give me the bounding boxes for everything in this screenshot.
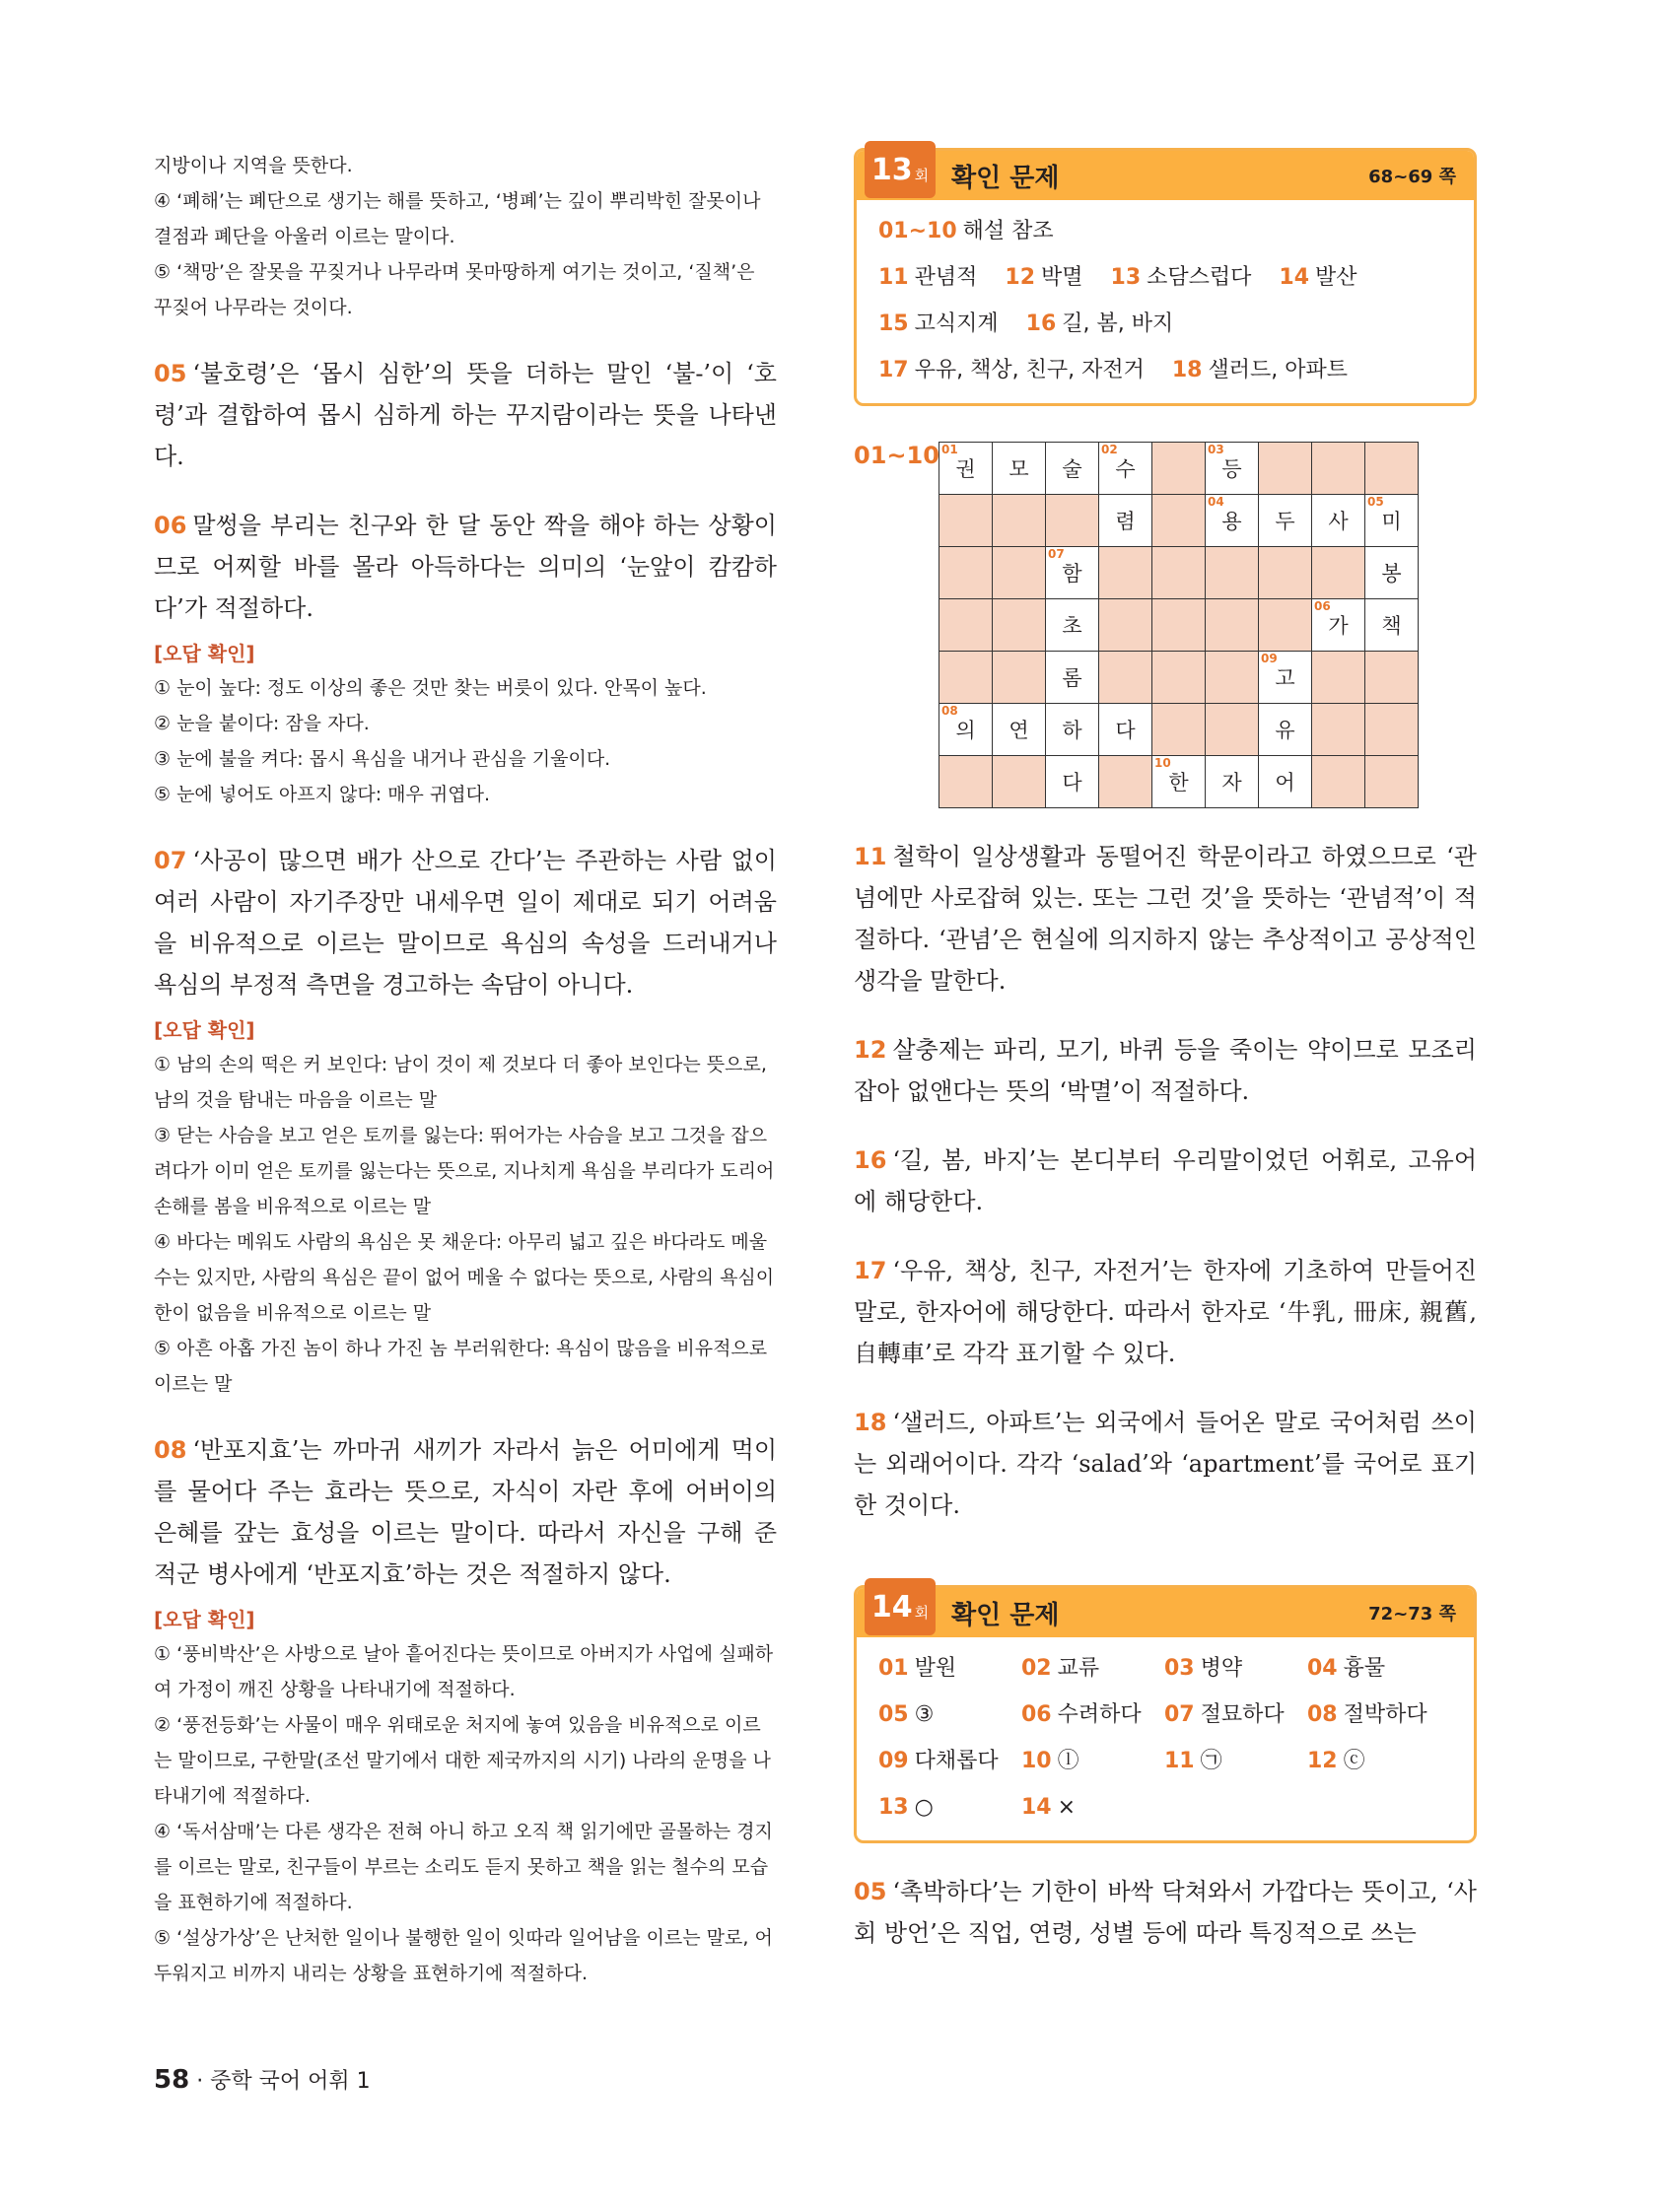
- intro-block: [154, 148, 777, 325]
- crossword-blank-cell: [1099, 756, 1152, 808]
- answer-row: [878, 301, 1452, 347]
- crossword-blank-cell: [1312, 652, 1365, 704]
- badge-suffix: 회: [914, 1603, 930, 1622]
- crossword-blank-cell: [1365, 704, 1419, 756]
- box-header: [857, 151, 1474, 200]
- answer-entry-number: 12: [1005, 265, 1036, 290]
- crossword-blank-cell: [1152, 443, 1206, 495]
- box-title: 확인 문제: [951, 163, 1060, 193]
- crossword-cell: [1046, 652, 1099, 704]
- crossword-blank-cell: [1312, 443, 1365, 495]
- answer-number: 16: [854, 1146, 887, 1174]
- crossword-blank-cell: [1259, 599, 1312, 652]
- crossword-blank-cell: [1259, 547, 1312, 599]
- answer-entry: [878, 347, 1145, 393]
- answer-entry-number: 09: [878, 1749, 909, 1773]
- book-title: · 중학 국어 어휘 1: [196, 2069, 371, 2094]
- answer-entry: [1005, 254, 1082, 301]
- crossword-letter: 어: [1275, 771, 1295, 795]
- answer-entry: [1021, 1692, 1164, 1738]
- crossword-letter: 의: [955, 719, 976, 742]
- answer-number: 06: [154, 512, 187, 539]
- answer-entry: [1307, 1692, 1427, 1738]
- answer-text: ‘샐러드, 아파트’는 외국에서 들어온 말로 국어처럼 쓰이는 외래어이다. 각각 ‘salad’와 ‘apartment’를 국어로 표기한 것이다.: [854, 1409, 1477, 1519]
- crossword-cell: [1206, 495, 1259, 547]
- answer-entry-text: 길, 봄, 바지: [1062, 311, 1174, 336]
- crossword-row: [939, 547, 1419, 599]
- box-pages: 68~69 쪽: [1368, 167, 1456, 187]
- answer-entry-text: 발원: [914, 1656, 957, 1681]
- answer-entry: [1164, 1692, 1307, 1738]
- crossword-blank-cell: [993, 599, 1046, 652]
- answer-entry-text: ㉠: [1200, 1749, 1222, 1773]
- badge-number: 14: [870, 1589, 913, 1624]
- answer-box-13: [854, 148, 1477, 406]
- crossword-cell: [939, 443, 993, 495]
- page-number: 58: [154, 2065, 190, 2095]
- wrong-answer-label: [오답 확인]: [154, 642, 255, 665]
- crossword-letter: 고: [1275, 666, 1295, 690]
- answer-entry-number: 11: [1164, 1749, 1195, 1773]
- answer-row: [878, 1692, 1452, 1738]
- crossword-letter: 미: [1381, 510, 1402, 533]
- answer-entry-text: ○: [914, 1795, 934, 1820]
- crossword-cell: [1259, 704, 1312, 756]
- crossword-blank-cell: [1206, 547, 1259, 599]
- crossword-cell: [1046, 547, 1099, 599]
- answer-entry-text: 고식지계: [914, 311, 999, 336]
- crossword-blank-cell: [1152, 599, 1206, 652]
- answer-entry-text: 절묘하다: [1200, 1702, 1285, 1727]
- crossword-letter: 유: [1275, 719, 1295, 742]
- crossword-blank-cell: [1312, 704, 1365, 756]
- wrong-answer-item: ⑤ ‘설상가상’은 난처한 일이나 불행한 일이 잇따라 일어남을 이르는 말로, 어두워지고 비까지 내리는 상황을 표현하기에 적절하다.: [154, 1927, 773, 1984]
- crossword-letter: 롬: [1062, 666, 1082, 690]
- crossword-clue-number: 09: [1261, 652, 1278, 665]
- answer-number: 05: [154, 360, 187, 387]
- crossword-cell: [1046, 756, 1099, 808]
- crossword-cell: [1365, 599, 1419, 652]
- page-footer: [154, 2064, 371, 2095]
- crossword-blank-cell: [1152, 704, 1206, 756]
- answer-entry-text: 흉물: [1343, 1656, 1386, 1681]
- crossword-blank-cell: [1365, 652, 1419, 704]
- answer-entry: [878, 208, 1054, 254]
- crossword-letter: 한: [1168, 771, 1189, 795]
- crossword-blank-cell: [993, 756, 1046, 808]
- crossword-cell: [993, 704, 1046, 756]
- crossword-row: [939, 704, 1419, 756]
- answer-text: 말썽을 부리는 친구와 한 달 동안 짝을 해야 하는 상황이므로 어찌할 바를 몰라 아득하다는 의미의 ‘눈앞이 캄캄하다’가 적절하다.: [154, 512, 777, 622]
- answer-row: [878, 1738, 1452, 1784]
- answer-entry-text: ⓛ: [1057, 1749, 1079, 1773]
- answer-entry-number: 05: [878, 1702, 909, 1727]
- answer-entry-number: 08: [1307, 1702, 1338, 1727]
- crossword-row: [939, 756, 1419, 808]
- session-badge: [865, 1578, 936, 1635]
- answer-entry: [878, 301, 999, 347]
- answer-entry: [1164, 1645, 1307, 1692]
- answer-entry-number: 11: [878, 265, 909, 290]
- crossword-letter: 다: [1062, 771, 1082, 795]
- crossword-grid: [939, 442, 1419, 808]
- wrong-answer-item: ⑤ 눈에 넣어도 아프지 않다: 매우 귀엽다.: [154, 784, 491, 805]
- box-body: [857, 200, 1474, 403]
- answer-entry-number: 14: [1021, 1795, 1052, 1820]
- crossword-letter: 렴: [1115, 510, 1136, 533]
- crossword-blank-cell: [1206, 704, 1259, 756]
- crossword-clue-number: 07: [1048, 547, 1065, 561]
- crossword-cell: [1259, 495, 1312, 547]
- crossword-cell: [1046, 443, 1099, 495]
- crossword-blank-cell: [939, 599, 993, 652]
- crossword-cell: [1099, 443, 1152, 495]
- answer-entry: [878, 1784, 1021, 1831]
- crossword-blank-cell: [1152, 495, 1206, 547]
- answer-row: [878, 254, 1452, 301]
- box-pages: 72~73 쪽: [1368, 1604, 1456, 1624]
- crossword-clue-number: 02: [1101, 443, 1118, 456]
- answer-entry-number: 01~10: [878, 219, 957, 243]
- answer-08: [154, 1429, 777, 1595]
- answer-11: [854, 836, 1477, 1002]
- crossword-blank-cell: [939, 756, 993, 808]
- answer-entry: [878, 1645, 1021, 1692]
- crossword-blank-cell: [1099, 599, 1152, 652]
- answer-text: ‘불호령’은 ‘몹시 심한’의 뜻을 더하는 말인 ‘불-’이 ‘호령’과 결합하여 몹시 심하게 하는 꾸지람이라는 뜻을 나타낸다.: [154, 360, 777, 470]
- crossword-letter: 다: [1115, 719, 1136, 742]
- wrong-answer-item: ④ ‘독서삼매’는 다른 생각은 전혀 아니 하고 오직 책 읽기에만 골몰하는 경지를 이르는 말로, 친구들이 부르는 소리도 듣지 못하고 책을 읽는 철수의 모습을 표현하기에 적절하다.: [154, 1821, 773, 1913]
- crossword-cell: [1046, 704, 1099, 756]
- answer-number: 17: [854, 1257, 887, 1284]
- wrong-answer-item: ③ 눈에 불을 켜다: 몹시 욕심을 내거나 관심을 기울이다.: [154, 748, 611, 770]
- answer-text: ‘우유, 책상, 친구, 자전거’는 한자에 기초하여 만들어진 말로, 한자어에 해당한다. 따라서 한자로 ‘牛乳, 冊床, 親舊, 自轉車’로 각각 표기할 수 있다.: [854, 1257, 1477, 1367]
- crossword-blank-cell: [939, 652, 993, 704]
- wrong-answer-item: ① 남의 손의 떡은 커 보인다: 남이 것이 제 것보다 더 좋아 보인다는 뜻으로, 남의 것을 탐내는 마음을 이르는 말: [154, 1054, 767, 1111]
- answer-number: 05: [854, 1878, 887, 1905]
- answer-row: [878, 347, 1452, 393]
- intro-line: 지방이나 지역을 뜻한다.: [154, 155, 353, 176]
- crossword-letter: 봉: [1381, 562, 1402, 586]
- crossword-letter: 용: [1221, 510, 1242, 533]
- answer-entry-text: 해설 참조: [962, 219, 1054, 243]
- answer-entry-text: 박멸: [1041, 265, 1083, 290]
- crossword-letter: 권: [955, 457, 976, 481]
- crossword-blank-cell: [1259, 443, 1312, 495]
- box-title: 확인 문제: [951, 1600, 1060, 1630]
- crossword-letter: 가: [1328, 614, 1349, 638]
- answer-05: [154, 353, 777, 477]
- crossword-blank-cell: [939, 495, 993, 547]
- answer-12: [854, 1029, 1477, 1112]
- answer-text: ‘반포지효’는 까마귀 새끼가 자라서 늙은 어미에게 먹이를 물어다 주는 효라는 뜻으로, 자식이 자란 후에 어버이의 은혜를 갚는 효성을 이르는 말이다. 따라서 자신을 구해 준 적군 병사에게 ‘반포지효’하는 것은 적절하지 않다.: [154, 1436, 777, 1588]
- answer-entry-text: 교류: [1057, 1656, 1100, 1681]
- wrong-answer-item: ③ 닫는 사슴을 보고 얻은 토끼를 잃는다: 뛰어가는 사슴을 보고 그것을 잡으려다가 이미 얻은 토끼를 잃는다는 뜻으로, 지나치게 욕심을 부리다가 도리어 손해를 봄을 비유적으로 이르는 말: [154, 1125, 775, 1217]
- answer-number: 12: [854, 1036, 887, 1064]
- crossword-clue-number: 03: [1208, 443, 1224, 456]
- crossword-clue-number: 01: [941, 443, 958, 456]
- answer-entry-text: ③: [914, 1702, 935, 1727]
- crossword-blank-cell: [1206, 599, 1259, 652]
- answer-18: [854, 1402, 1477, 1526]
- crossword: [854, 442, 1477, 836]
- intro-line: ⑤ ‘책망’은 잘못을 꾸짖거나 나무라며 못마땅하게 여기는 것이고, ‘질책’은 꾸짖어 나무라는 것이다.: [154, 261, 755, 318]
- crossword-letter: 함: [1062, 562, 1082, 586]
- crossword-clue-number: 05: [1367, 495, 1384, 509]
- crossword-blank-cell: [993, 495, 1046, 547]
- crossword-cell: [1312, 599, 1365, 652]
- session-badge: [865, 141, 936, 198]
- crossword-cell: [1206, 756, 1259, 808]
- crossword-cell: [1152, 756, 1206, 808]
- wrong-answer-label: [오답 확인]: [154, 1018, 255, 1042]
- answer-entry-number: 13: [1110, 265, 1142, 290]
- crossword-letter: 두: [1275, 510, 1295, 533]
- wrong-answer-item: ② ‘풍전등화’는 사물이 매우 위태로운 처지에 놓여 있음을 비유적으로 이르는 말이므로, 구한말(조선 말기에서 대한 제국까지의 시기) 나라의 운명을 나타내기에 적절하다.: [154, 1714, 771, 1807]
- answer-entry-number: 04: [1307, 1656, 1338, 1681]
- crossword-blank-cell: [1312, 756, 1365, 808]
- answer-number: 11: [854, 843, 887, 870]
- answer-entry-number: 16: [1025, 311, 1057, 336]
- wrong-answer-item: ④ 바다는 메워도 사람의 욕심은 못 채운다: 아무리 넓고 깊은 바다라도 메울 수는 있지만, 사람의 욕심은 끝이 없어 메울 수 없다는 뜻으로, 사람의 욕심이 한이 없음을 비유적으로 이르는 말: [154, 1231, 775, 1324]
- answer-16: [854, 1140, 1477, 1222]
- answer-row: [878, 1645, 1452, 1692]
- crossword-cell: [1206, 443, 1259, 495]
- answer-entry: [1307, 1645, 1385, 1692]
- badge-number: 13: [870, 152, 913, 187]
- crossword-clue-number: 10: [1154, 756, 1171, 770]
- answer-entry-text: 병약: [1200, 1656, 1243, 1681]
- crossword-blank-cell: [1206, 652, 1259, 704]
- answer-entry-text: 다채롭다: [914, 1749, 999, 1773]
- crossword-blank-cell: [1099, 547, 1152, 599]
- badge-suffix: 회: [914, 166, 930, 184]
- crossword-letter: 초: [1062, 614, 1082, 638]
- answer-entry-text: 관념적: [914, 265, 978, 290]
- answer-entry-number: 02: [1021, 1656, 1052, 1681]
- crossword-cell: [1259, 756, 1312, 808]
- answer-number: 07: [154, 847, 187, 874]
- answer-entry-text: 소담스럽다: [1147, 265, 1252, 290]
- answer-entry: [1172, 347, 1348, 393]
- answer-text: 철학이 일상생활과 동떨어진 학문이라고 하였으므로 ‘관념에만 사로잡혀 있는. 또는 그런 것’을 뜻하는 ‘관념적’이 적절하다. ‘관념’은 현실에 의지하지 않는 추상적이고 공상적인 생각을 말한다.: [854, 843, 1477, 995]
- crossword-row: [939, 599, 1419, 652]
- answer-entry: [878, 1692, 1021, 1738]
- answer-row: [878, 208, 1452, 254]
- answer-text: 살충제는 파리, 모기, 바퀴 등을 죽이는 약이므로 모조리 잡아 없앤다는 뜻의 ‘박멸’이 적절하다.: [854, 1036, 1477, 1105]
- box-header: [857, 1588, 1474, 1637]
- wrong-answer-item: ② 눈을 붙이다: 잠을 자다.: [154, 713, 370, 734]
- answer-entry: [1026, 301, 1174, 347]
- answer-entry-text: 샐러드, 아파트: [1208, 358, 1348, 382]
- answer-text: ‘사공이 많으면 배가 산으로 간다’는 주관하는 사람 없이 여러 사람이 자기주장만 내세우면 일이 제대로 되기 어려움을 비유적으로 이르는 말이므로 욕심의 속성을 드러내거나 욕심의 부정적 측면을 경고하는 속담이 아니다.: [154, 847, 777, 999]
- box-body: [857, 1637, 1474, 1840]
- crossword-letter: 연: [1008, 719, 1029, 742]
- crossword-letter: 등: [1221, 457, 1242, 481]
- crossword-cell: [1365, 495, 1419, 547]
- crossword-row: [939, 652, 1419, 704]
- answer-07: [154, 840, 777, 1005]
- crossword-letter: 하: [1062, 719, 1082, 742]
- answer-entry-number: 17: [878, 358, 909, 382]
- crossword-row: [939, 495, 1419, 547]
- answer-entry: [1279, 254, 1356, 301]
- wrong-answer-label: [오답 확인]: [154, 1608, 255, 1631]
- answer-entry-text: ×: [1057, 1795, 1077, 1820]
- answer-entry-number: 03: [1164, 1656, 1195, 1681]
- answer-entry: [1111, 254, 1252, 301]
- answer-entry-number: 01: [878, 1656, 909, 1681]
- crossword-cell: [1046, 599, 1099, 652]
- crossword-clue-number: 08: [941, 704, 958, 718]
- wrong-answer-item: ⑤ 아흔 아홉 가진 놈이 하나 가진 놈 부러워한다: 욕심이 많음을 비유적으로 이르는 말: [154, 1338, 768, 1395]
- intro-line: ④ ‘폐해’는 폐단으로 생기는 해를 뜻하고, ‘병폐’는 깊이 뿌리박힌 잘못이나 결점과 폐단을 아울러 이르는 말이다.: [154, 190, 761, 247]
- crossword-blank-cell: [1312, 547, 1365, 599]
- answer-entry: [878, 254, 977, 301]
- crossword-cell: [1365, 547, 1419, 599]
- answer-entry-text: 수려하다: [1057, 1702, 1142, 1727]
- answer-text: ‘촉박하다’는 기한이 바싹 닥쳐와서 가깝다는 뜻이고, ‘사회 방언’은 직업, 연령, 성별 등에 따라 특징적으로 쓰는: [854, 1878, 1477, 1947]
- answer-05-session-14: [854, 1871, 1477, 1954]
- answer-entry-number: 15: [878, 311, 909, 336]
- crossword-cell: [1099, 704, 1152, 756]
- answer-entry-number: 06: [1021, 1702, 1052, 1727]
- crossword-blank-cell: [1152, 547, 1206, 599]
- answer-entry: [1021, 1784, 1076, 1831]
- right-column: [854, 148, 1477, 1954]
- crossword-letter: 자: [1221, 771, 1242, 795]
- answer-entry-number: 10: [1021, 1749, 1052, 1773]
- crossword-cell: [993, 443, 1046, 495]
- answer-entry-number: 07: [1164, 1702, 1195, 1727]
- crossword-cell: [1259, 652, 1312, 704]
- answer-entry: [1021, 1738, 1164, 1784]
- wrong-answer-item: ① 눈이 높다: 정도 이상의 좋은 것만 찾는 버릇이 있다. 안목이 높다.: [154, 677, 707, 699]
- crossword-letter: 모: [1008, 457, 1029, 481]
- answer-entry-number: 14: [1279, 265, 1310, 290]
- answer-box-14: [854, 1585, 1477, 1843]
- crossword-clue-number: 06: [1314, 599, 1331, 613]
- answer-entry-text: 우유, 책상, 친구, 자전거: [914, 358, 1145, 382]
- crossword-letter: 술: [1062, 457, 1082, 481]
- crossword-cell: [939, 704, 993, 756]
- crossword-clue-number: 04: [1208, 495, 1224, 509]
- answer-entry-text: 발산: [1315, 265, 1357, 290]
- answer-06: [154, 505, 777, 629]
- answer-number: 08: [154, 1436, 187, 1464]
- answer-entry: [1164, 1738, 1307, 1784]
- answer-text: ‘길, 봄, 바지’는 본디부터 우리말이었던 어휘로, 고유어에 해당한다.: [854, 1146, 1477, 1215]
- answer-number: 18: [854, 1409, 887, 1436]
- crossword-cell: [1312, 495, 1365, 547]
- crossword-cell: [1099, 495, 1152, 547]
- crossword-blank-cell: [939, 547, 993, 599]
- answer-entry: [878, 1738, 1021, 1784]
- answer-entry-number: 12: [1307, 1749, 1338, 1773]
- crossword-letter: 책: [1381, 614, 1402, 638]
- crossword-blank-cell: [1365, 443, 1419, 495]
- crossword-blank-cell: [993, 652, 1046, 704]
- answer-entry-text: ⓒ: [1343, 1749, 1365, 1773]
- crossword-blank-cell: [1046, 495, 1099, 547]
- crossword-blank-cell: [1152, 652, 1206, 704]
- answer-entry-number: 13: [878, 1795, 909, 1820]
- answer-17: [854, 1250, 1477, 1374]
- answer-entry-number: 18: [1171, 358, 1203, 382]
- left-column: [154, 148, 777, 1991]
- crossword-row: [939, 443, 1419, 495]
- crossword-blank-cell: [1099, 652, 1152, 704]
- wrong-answer-item: ① ‘풍비박산’은 사방으로 날아 흩어진다는 뜻이므로 아버지가 사업에 실패하여 가정이 깨진 상황을 나타내기에 적절하다.: [154, 1643, 774, 1700]
- crossword-blank-cell: [1365, 756, 1419, 808]
- crossword-blank-cell: [993, 547, 1046, 599]
- answer-entry-text: 절박하다: [1343, 1702, 1427, 1727]
- answer-entry: [1021, 1645, 1164, 1692]
- answer-entry: [1307, 1738, 1365, 1784]
- crossword-letter: 사: [1328, 510, 1349, 533]
- answer-row: [878, 1784, 1452, 1831]
- crossword-label: 01~10: [854, 442, 939, 469]
- crossword-letter: 수: [1115, 457, 1136, 481]
